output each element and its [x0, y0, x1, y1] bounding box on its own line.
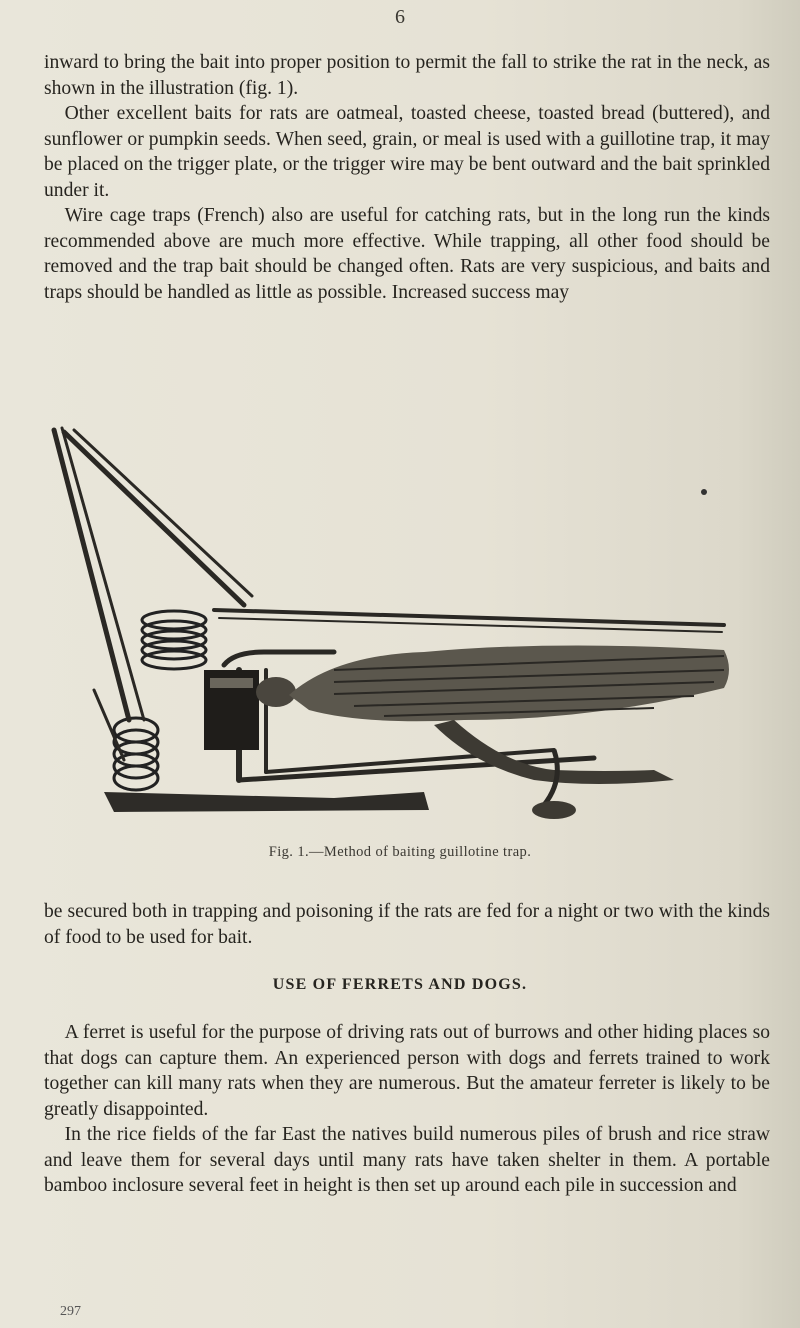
trap-drawing [34, 420, 764, 835]
paragraph-ferret: A ferret is useful for the purpose of driving rats out of burrows and other hiding places so that dogs can capture them. An experienced person with dogs and ferrets trained to work together can kill many rats when they are numerous. But the amateur ferreter is likely to be greatly disappointed. [44, 1022, 770, 1120]
folio-number: 297 [60, 1304, 81, 1319]
figure-caption: Fig. 1.—Method of baiting guillotine trap. [268, 844, 532, 860]
paragraph-baits: Other excellent baits for rats are oatmeal, toasted cheese, toasted bread (buttered), and sunflower or pumpkin seeds. When seed, grain, or meal is used with a guillotine trap, it may be placed on the trigger plate, or the trigger wire may be bent outward and the bait sprinkled under it. [44, 103, 770, 201]
section-heading: USE OF FERRETS AND DOGS. [272, 976, 528, 993]
top-text-block [44, 50, 770, 305]
page-number: 6 [395, 6, 405, 28]
section-text-block [44, 1020, 770, 1199]
clamp-highlight [210, 678, 253, 688]
bait [256, 677, 296, 707]
print-dot [701, 489, 707, 495]
paragraph-cage-traps: Wire cage traps (French) also are useful for catching rats, but in the long run the kinds recommended above are much more effective. While trapping, all other food should be removed and the trap bait should be changed often. Rats are very suspicious, and baits and traps should be handled as little as possible. Increased success may [44, 205, 770, 303]
upper-coil [142, 611, 206, 669]
trap-wires [54, 428, 724, 780]
paragraph-continued: inward to bring the bait into proper position to permit the fall to strike the rat in the neck, as shown in the illustration (fig. 1). [44, 52, 770, 99]
guillotine-trap-illustration [34, 420, 764, 835]
after-figure-text [44, 899, 770, 950]
paragraph-rice-fields: In the rice fields of the far East the natives build numerous piles of brush and rice straw and leave them for several days until many rats have taken shelter in them. A portable bamboo inclosure several feet in height is then set up around each pile in succession and [44, 1124, 770, 1196]
trap-base [104, 792, 429, 812]
rat-illustration [289, 645, 729, 819]
paragraph-after-figure: be secured both in trapping and poisoning if the rats are fed for a night or two with the kinds of food to be used for bait. [44, 901, 770, 948]
